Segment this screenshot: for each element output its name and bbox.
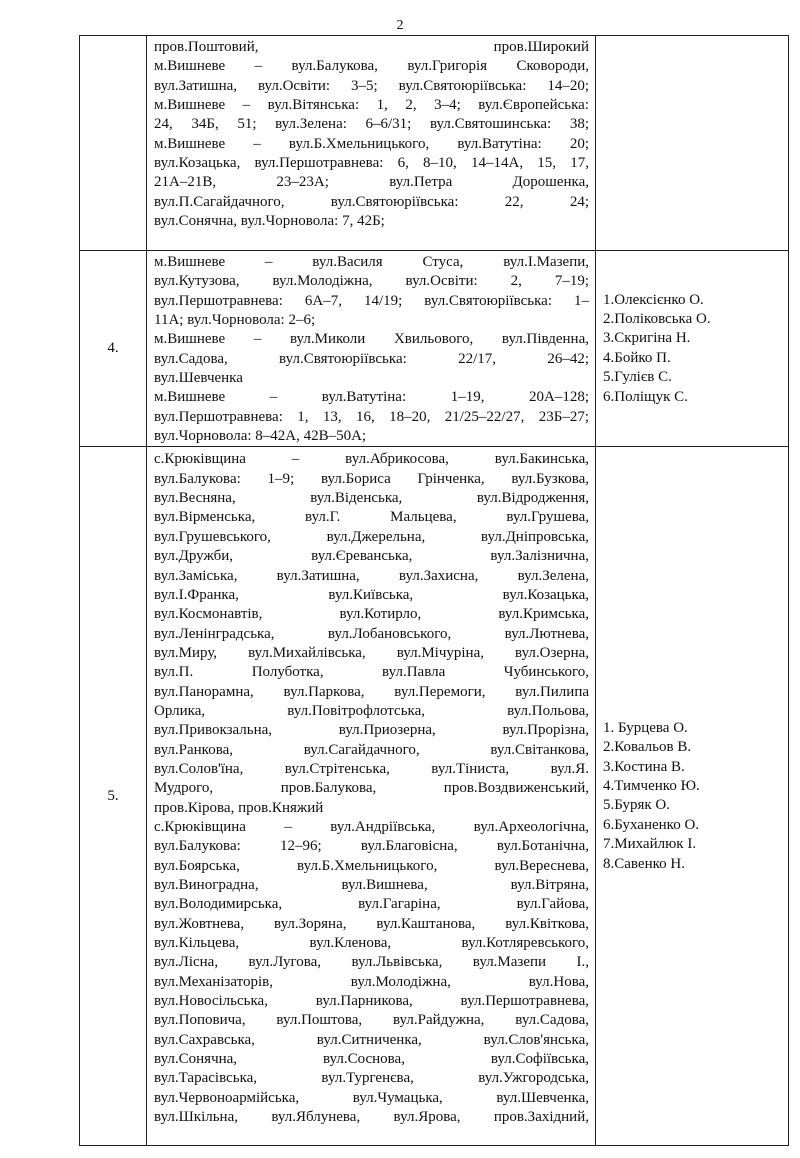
streets-cell	[147, 447, 596, 1146]
member-name: 1. Бурцева О.	[603, 719, 688, 736]
street-line: вул.Космонавтів, вул.Котирло, вул.Кримська,	[154, 606, 589, 623]
street-line: вул.Садова, вул.Святоюріївська: 22/17, 26–42;	[154, 350, 589, 367]
district-number-cell: 4.	[80, 251, 147, 447]
street-line: м.Вишневе – вул.Балукова, вул.Григорія Сковороди,	[154, 58, 589, 75]
street-line: вул.Механізаторів, вул.Молодіжна, вул.Нова,	[154, 973, 589, 990]
member-name: 3.Скригіна Н.	[603, 330, 691, 347]
street-line: Мудрого, пров.Балукова, пров.Воздвиженський,	[154, 780, 589, 797]
street-line: вул.Червоноармійська, вул.Чумацька, вул.Шевченка,	[154, 1089, 589, 1106]
street-line: вул.Виноградна, вул.Вишнева, вул.Вітряна,	[154, 877, 589, 893]
member-name: 2.Ковальов В.	[603, 739, 692, 756]
street-line: вул.Вірменська, вул.Г. Мальцева, вул.Грушева,	[154, 509, 589, 526]
street-line: вул.Поповича, вул.Поштова, вул.Райдужна, вул.Садова,	[154, 1012, 589, 1029]
street-line: с.Крюківщина – вул.Андріївська, вул.Археологічна,	[154, 818, 589, 835]
street-line: вул.Дружби, вул.Єреванська, вул.Залізнична,	[154, 548, 589, 565]
street-line: 24, 34Б, 51; вул.Зелена: 6–6/31; вул.Святошинська: 38;	[154, 116, 589, 133]
street-line: вул.П.Сагайдачного, вул.Святоюріївська: 22, 24;	[154, 193, 589, 210]
street-line: вул.Ленінградська, вул.Лобановського, вул.Лютнева,	[154, 625, 589, 642]
street-line: вул.Лісна, вул.Лугова, вул.Львівська, вул.Мазепи І.,	[154, 954, 589, 971]
district-number-cell: 5.	[80, 447, 147, 1146]
members-cell	[596, 447, 789, 1146]
street-line: вул.Панорамна, вул.Паркова, вул.Перемоги, вул.Пилипа	[154, 683, 589, 700]
street-line: м.Вишневе – вул.Ватутіна: 1–19, 20А–128;	[154, 389, 589, 406]
street-line: вул.Жовтнева, вул.Зоряна, вул.Каштанова, вул.Квіткова,	[154, 915, 589, 932]
member-name: 5.Гулієв С.	[603, 369, 672, 386]
street-line: вул.Володимирська, вул.Гагаріна, вул.Гайова,	[154, 896, 589, 913]
street-line: пров.Поштовий, пров.Широкий	[154, 39, 589, 55]
table-row-district-4	[80, 251, 789, 447]
street-line: Орлика, вул.Повітрофлотська, вул.Польова,	[154, 702, 589, 719]
member-name: 4.Тимченко Ю.	[603, 778, 700, 795]
street-line: вул.Першотравнева: 1, 13, 16, 18–20, 21/25–22/27, 23Б–27;	[154, 408, 589, 425]
street-line: вул.Балукова: 12–96; вул.Благовісна, вул.Ботанічна,	[154, 838, 589, 855]
members-cell	[596, 36, 789, 251]
street-line: вул.Грушевського, вул.Джерельна, вул.Дніпровська,	[154, 528, 589, 545]
street-line: м.Вишневе – вул.Вітянська: 1, 2, 3–4; вул.Європейська:	[154, 97, 589, 114]
street-line: вул.Сонячна, вул.Чорновола: 7, 42Б;	[154, 213, 385, 230]
district-number-cell	[80, 36, 147, 251]
street-line: вул.Весняна, вул.Віденська, вул.Відродження,	[154, 490, 589, 507]
street-line: вул.Миру, вул.Михайлівська, вул.Мічуріна, вул.Озерна,	[154, 644, 589, 661]
street-line: вул.Чорновола: 8–42А, 42В–50А;	[154, 428, 367, 445]
street-line: вул.Заміська, вул.Затишна, вул.Захисна, вул.Зелена,	[154, 567, 589, 584]
street-line: вул.Тарасівська, вул.Тургенєва, вул.Ужгородська,	[154, 1070, 589, 1087]
street-line: вул.Солов'їна, вул.Стрітенська, вул.Тіниста, вул.Я.	[154, 760, 589, 777]
street-line: вул.Шкільна, вул.Яблунева, вул.Ярова, пров.Західний,	[154, 1109, 589, 1126]
page-number: 2	[396, 18, 404, 33]
street-line: 11А; вул.Чорновола: 2–6;	[154, 312, 316, 329]
street-line: 21А–21В, 23–23А; вул.Петра Дорошенка,	[154, 174, 589, 191]
member-name: 5.Буряк О.	[603, 797, 671, 814]
street-line: м.Вишневе – вул.Миколи Хвильового, вул.Південна,	[154, 331, 589, 348]
streets-cell	[147, 251, 596, 447]
street-line: вул.Новосільська, вул.Парникова, вул.Першотравнева,	[154, 993, 589, 1010]
table-row-district-5	[80, 447, 789, 1146]
street-line: вул.І.Франка, вул.Київська, вул.Козацька,	[154, 586, 589, 603]
streets-cell	[147, 36, 596, 251]
street-line: с.Крюківщина – вул.Абрикосова, вул.Бакинська,	[154, 451, 589, 468]
member-name: 1.Олексієнко О.	[603, 291, 704, 308]
members-cell	[596, 251, 789, 447]
street-line: вул.Ранкова, вул.Сагайдачного, вул.Світанкова,	[154, 741, 589, 758]
street-line: вул.Шевченка	[154, 370, 243, 387]
member-name: 2.Поліковська О.	[603, 310, 711, 327]
street-line: вул.Привокзальна, вул.Приозерна, вул.Прорізна,	[154, 722, 589, 739]
street-line: вул.П. Полуботка, вул.Павла Чубинського,	[154, 664, 589, 681]
street-line: вул.Кільцева, вул.Кленова, вул.Котляревського,	[154, 935, 589, 952]
member-name: 7.Михайлюк І.	[603, 836, 697, 853]
district-table	[79, 35, 789, 1146]
street-line: вул.Козацька, вул.Першотравнева: 6, 8–10, 14–14А, 15, 17,	[154, 155, 589, 172]
street-line: вул.Першотравнева: 6А–7, 14/19; вул.Святоюріївська: 1–	[154, 292, 589, 309]
member-name: 6.Буханенко О.	[603, 816, 700, 833]
street-line: вул.Сонячна, вул.Соснова, вул.Софіївська,	[154, 1051, 589, 1068]
member-name: 4.Бойко П.	[603, 349, 671, 366]
street-line: вул.Затишна, вул.Освіти: 3–5; вул.Святоюріївська: 14–20;	[154, 77, 589, 94]
street-line: вул.Боярська, вул.Б.Хмельницького, вул.Вереснева,	[154, 857, 589, 874]
member-name: 3.Костина В.	[603, 758, 685, 775]
street-line: м.Вишневе – вул.Василя Стуса, вул.І.Мазепи,	[154, 254, 589, 270]
street-line: вул.Балукова: 1–9; вул.Бориса Грінченка, вул.Бузкова,	[154, 470, 589, 487]
street-line: пров.Кірова, пров.Княжий	[154, 799, 324, 816]
member-name: 8.Савенко Н.	[603, 855, 685, 872]
table-row-continuation	[80, 36, 789, 251]
street-line: вул.Сахравська, вул.Ситниченка, вул.Слов'янська,	[154, 1031, 589, 1048]
street-line: м.Вишневе – вул.Б.Хмельницького, вул.Ватутіна: 20;	[154, 135, 589, 152]
street-line: вул.Кутузова, вул.Молодіжна, вул.Освіти: 2, 7–19;	[154, 273, 589, 290]
member-name: 6.Поліщук С.	[603, 388, 688, 405]
